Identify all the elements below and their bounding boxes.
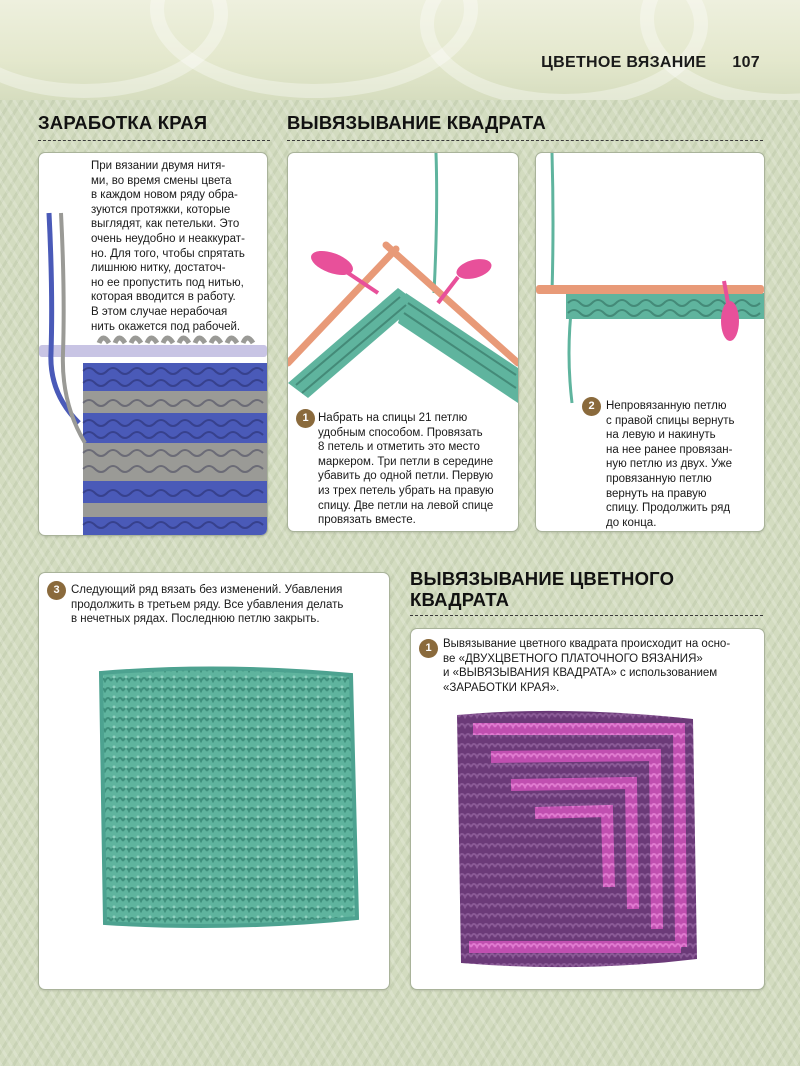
section-title-square: ВЫВЯЗЫВАНИЕ КВАДРАТА xyxy=(287,112,546,133)
step1-panel xyxy=(287,152,519,532)
needle xyxy=(536,285,764,294)
step3-text: Следующий ряд вязать без изменений. Убавления продолжить в третьем ряду. Все убавления делать в нечетных рядах. Последнюю петлю закрыть. xyxy=(71,584,344,626)
section-rule-color-square xyxy=(410,615,763,616)
color-square-photo xyxy=(411,629,764,989)
color-step1-text: Вывязывание цветного квадрата происходит на осно- ве «ДВУХЦВЕТНОГО ПЛАТОЧНОГО ВЯЗАНИЯ» и «ВЫВЯЗЫВАНИЯ КВАДРАТА» с использованием «ЗАРАБОТКИ КРАЯ». xyxy=(443,638,731,694)
teal-square-photo xyxy=(39,573,389,989)
section-title-edge: ЗАРАБОТКА КРАЯ xyxy=(38,112,208,133)
needle xyxy=(39,345,267,357)
step1-badge: 1 xyxy=(296,409,315,428)
marker-left xyxy=(308,246,378,293)
step2-badge: 2 xyxy=(582,397,601,416)
step1-text: Набрать на спицы 21 петлю удобным способом. Провязать 8 петель и отметить это место маркером. Три петли в середине убавить до одной петли. Первую из трех петель убрать на правую спицу. Две петли на левой спице провязать вместе. xyxy=(318,412,494,527)
edge-text: При вязании двумя нитя- ми, во время смены цвета в каждом новом ряду обра- зуются протяжки, которые выглядят, как петельки. Это очень неудобно и неаккурат- но. Для того, чтобы спрятать лишнюю нитку, достаточ- но ее пропустить под нитью, которая вводится в работу. В этом случае нерабочая нить окажется под рабочей. xyxy=(91,160,245,333)
section-rule-edge xyxy=(38,140,270,141)
header-band xyxy=(0,0,800,100)
page-number: 107 xyxy=(732,54,760,71)
step2-text: Непровязанную петлю с правой спицы вернуть на левую и накинуть на нее ранее провязан- ную петлю из двух. Уже провязанную петлю вернуть на правую спицу. Продолжить ряд до конца. xyxy=(606,400,735,529)
step3-badge: 3 xyxy=(47,581,66,600)
section-rule-square xyxy=(287,140,763,141)
step2-panel xyxy=(535,152,765,532)
step3-panel xyxy=(38,572,390,990)
edge-panel xyxy=(38,152,268,536)
color-step1-badge: 1 xyxy=(419,639,438,658)
section-title-color-square-line1: ВЫВЯЗЫВАНИЕ ЦВЕТНОГО xyxy=(410,568,675,589)
section-title-color-square-line2: КВАДРАТА xyxy=(410,589,510,610)
running-title: ЦВЕТНОЕ ВЯЗАНИЕ xyxy=(541,54,707,71)
color-step1-panel xyxy=(410,628,765,990)
running-head xyxy=(541,54,760,72)
